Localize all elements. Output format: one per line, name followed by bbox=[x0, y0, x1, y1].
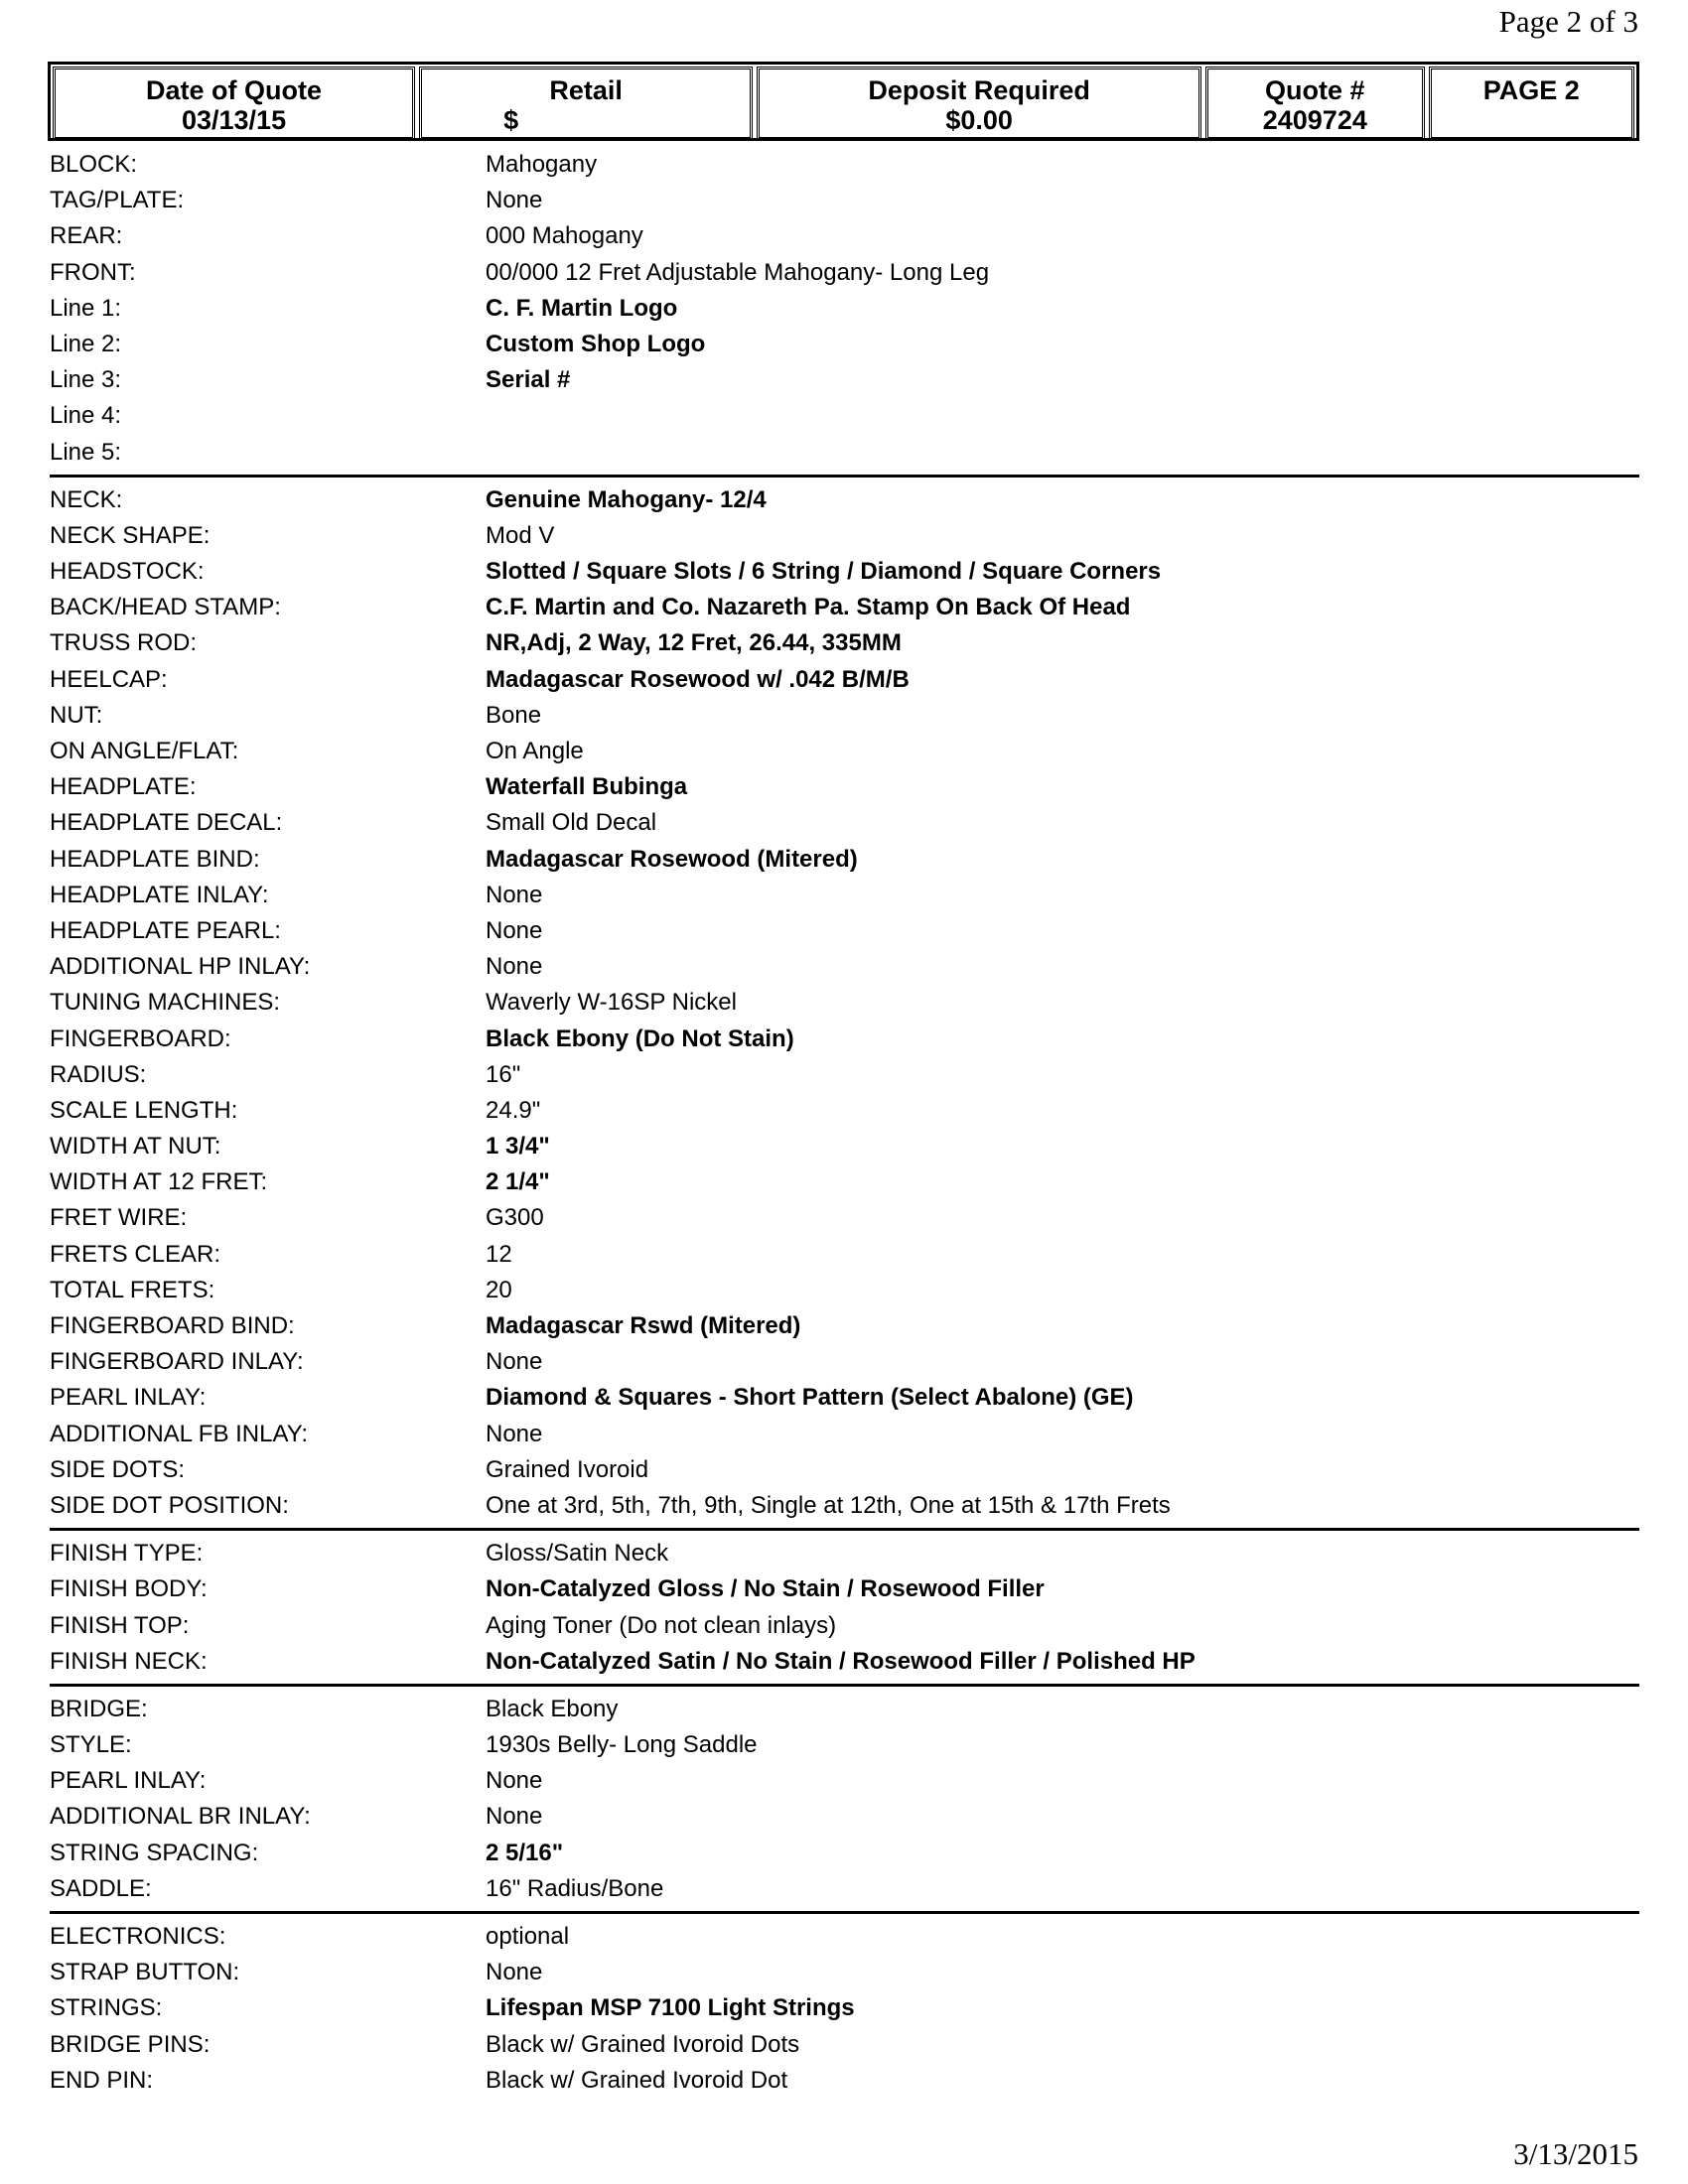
spec-row bbox=[50, 1571, 1639, 1607]
spec-value: Waverly W-16SP Nickel bbox=[486, 989, 737, 1017]
spec-label: HEADPLATE PEARL: bbox=[50, 916, 281, 944]
spec-label: STRAP BUTTON: bbox=[50, 1959, 240, 1986]
page-label-cell bbox=[1429, 67, 1634, 140]
footer-date: 3/13/2015 bbox=[1513, 2136, 1638, 2171]
spec-label: Line 2: bbox=[50, 330, 122, 357]
spec-label: SCALE LENGTH: bbox=[50, 1096, 238, 1124]
spec-value: None bbox=[486, 953, 543, 981]
spec-value: One at 3rd, 5th, 7th, 9th, Single at 12th, One at 15th & 17th Frets bbox=[486, 1491, 1171, 1519]
spec-label: Line 3: bbox=[50, 366, 122, 394]
spec-value: Slotted / Square Slots / 6 String / Diamond / Square Corners bbox=[486, 558, 1162, 586]
spec-row bbox=[50, 949, 1639, 985]
spec-label: HEADPLATE DECAL: bbox=[50, 809, 283, 837]
spec-label: SIDE DOT POSITION: bbox=[50, 1491, 289, 1519]
spec-row bbox=[50, 147, 1639, 183]
spec-row bbox=[50, 769, 1639, 805]
spec-label: Line 1: bbox=[50, 294, 122, 322]
spec-label: STRINGS: bbox=[50, 1994, 163, 2022]
spec-label: REAR: bbox=[50, 222, 123, 250]
spec-row bbox=[50, 1380, 1639, 1416]
spec-row bbox=[50, 1417, 1639, 1452]
spec-row bbox=[50, 1308, 1639, 1344]
spec-value: Mahogany bbox=[486, 151, 598, 178]
spec-row bbox=[50, 218, 1639, 254]
spec-label: BRIDGE: bbox=[50, 1695, 148, 1722]
spec-label: Line 5: bbox=[50, 438, 122, 466]
spec-label: BACK/HEAD STAMP: bbox=[50, 594, 281, 621]
date-of-quote-label: Date of Quote bbox=[146, 75, 323, 105]
spec-row bbox=[50, 1727, 1639, 1763]
spec-label: FINGERBOARD BIND: bbox=[50, 1312, 295, 1339]
spec-label: FRET WIRE: bbox=[50, 1204, 188, 1232]
spec-row bbox=[50, 985, 1639, 1021]
quote-number-label: Quote # bbox=[1265, 75, 1365, 105]
spec-row bbox=[50, 1692, 1639, 1727]
spec-row bbox=[50, 1237, 1639, 1273]
spec-label: PEARL INLAY: bbox=[50, 1384, 207, 1412]
spec-value: Lifespan MSP 7100 Light Strings bbox=[486, 1994, 855, 2022]
spec-label: TRUSS ROD: bbox=[50, 629, 198, 657]
spec-row bbox=[50, 1608, 1639, 1644]
spec-row bbox=[50, 1093, 1639, 1129]
spec-value: Madagascar Rosewood w/ .042 B/M/B bbox=[486, 665, 910, 693]
quote-header bbox=[48, 62, 1639, 141]
spec-value: On Angle bbox=[486, 738, 584, 764]
spec-row bbox=[50, 1919, 1639, 1955]
spec-row bbox=[50, 1200, 1639, 1236]
spec-value: optional bbox=[486, 1923, 570, 1950]
page-label: PAGE 2 bbox=[1482, 75, 1580, 105]
spec-row bbox=[50, 291, 1639, 327]
spec-label: TUNING MACHINES: bbox=[50, 989, 281, 1017]
spec-value: 000 Mahogany bbox=[486, 222, 643, 250]
spec-value: C. F. Martin Logo bbox=[486, 294, 678, 322]
spec-row bbox=[50, 1488, 1639, 1524]
spec-label: BLOCK: bbox=[50, 151, 138, 178]
spec-value: Bone bbox=[486, 701, 542, 729]
spec-row bbox=[50, 554, 1639, 590]
spec-value: 00/000 12 Fret Adjustable Mahogany- Long Leg bbox=[486, 258, 990, 286]
retail-cell bbox=[419, 67, 753, 140]
spec-value bbox=[486, 435, 1639, 471]
spec-label: NECK: bbox=[50, 485, 123, 513]
spec-row bbox=[50, 1344, 1639, 1380]
spec-label: HEADPLATE BIND: bbox=[50, 845, 260, 873]
spec-value: None bbox=[486, 916, 543, 944]
spec-row bbox=[50, 2063, 1639, 2099]
spec-value: Non-Catalyzed Satin / No Stain / Rosewood Filler / Polished HP bbox=[486, 1647, 1196, 1675]
spec-label: STRING SPACING: bbox=[50, 1839, 259, 1866]
deposit-label: Deposit Required bbox=[868, 75, 1090, 105]
spec-row bbox=[50, 805, 1639, 841]
spec-value: Mod V bbox=[486, 521, 555, 549]
spec-row bbox=[50, 625, 1639, 661]
spec-label: STYLE: bbox=[50, 1731, 132, 1759]
spec-value: 16" Radius/Bone bbox=[486, 1874, 664, 1902]
spec-value: Madagascar Rswd (Mitered) bbox=[486, 1312, 801, 1339]
spec-label: HEELCAP: bbox=[50, 665, 168, 693]
section-divider bbox=[50, 1911, 1639, 1914]
section-divider bbox=[50, 1528, 1639, 1531]
spec-value: Small Old Decal bbox=[486, 809, 657, 837]
spec-label: PEARL INLAY: bbox=[50, 1767, 207, 1795]
spec-value: Grained Ivoroid bbox=[486, 1455, 649, 1483]
spec-row bbox=[50, 435, 1639, 471]
spec-row bbox=[50, 842, 1639, 878]
spec-row bbox=[50, 1164, 1639, 1200]
spec-label: Line 4: bbox=[50, 402, 122, 430]
spec-row bbox=[50, 1836, 1639, 1871]
spec-value: None bbox=[486, 1959, 543, 1986]
spec-value: 16" bbox=[486, 1060, 521, 1088]
spec-value: Waterfall Bubinga bbox=[486, 773, 688, 801]
spec-label: NECK SHAPE: bbox=[50, 521, 211, 549]
spec-row bbox=[50, 590, 1639, 625]
spec-row bbox=[50, 2027, 1639, 2063]
spec-label: BRIDGE PINS: bbox=[50, 2030, 211, 2058]
spec-row bbox=[50, 518, 1639, 554]
spec-row bbox=[50, 1536, 1639, 1571]
spec-value: Madagascar Rosewood (Mitered) bbox=[486, 845, 858, 873]
spec-label: HEADPLATE INLAY: bbox=[50, 881, 269, 908]
spec-value: 2 5/16" bbox=[486, 1839, 564, 1866]
spec-value: Custom Shop Logo bbox=[486, 330, 706, 357]
spec-value: Black w/ Grained Ivoroid Dot bbox=[486, 2066, 788, 2094]
spec-value: None bbox=[486, 1767, 543, 1795]
deposit-cell bbox=[757, 67, 1201, 140]
spec-row bbox=[50, 1273, 1639, 1308]
spec-row bbox=[50, 1129, 1639, 1164]
spec-label: RADIUS: bbox=[50, 1060, 147, 1088]
spec-label: ADDITIONAL FB INLAY: bbox=[50, 1420, 309, 1447]
spec-row bbox=[50, 1871, 1639, 1907]
spec-value: None bbox=[486, 1348, 543, 1376]
spec-value: Gloss/Satin Neck bbox=[486, 1540, 669, 1568]
spec-row bbox=[50, 662, 1639, 698]
spec-row bbox=[50, 362, 1639, 398]
spec-value: Serial # bbox=[486, 366, 571, 394]
spec-label: HEADPLATE: bbox=[50, 773, 197, 801]
date-of-quote-value: 03/13/15 bbox=[181, 105, 287, 135]
spec-row bbox=[50, 1644, 1639, 1680]
spec-label: TOTAL FRETS: bbox=[50, 1276, 215, 1303]
spec-value: Aging Toner (Do not clean inlays) bbox=[486, 1611, 837, 1639]
spec-value: Black w/ Grained Ivoroid Dots bbox=[486, 2030, 800, 2058]
spec-row bbox=[50, 698, 1639, 734]
spec-value: G300 bbox=[486, 1204, 544, 1232]
spec-row bbox=[50, 1022, 1639, 1057]
spec-list bbox=[50, 147, 1639, 2099]
spec-label: FRONT: bbox=[50, 258, 136, 286]
spec-label: ADDITIONAL HP INLAY: bbox=[50, 953, 311, 981]
spec-value: 1 3/4" bbox=[486, 1133, 550, 1160]
spec-label: FINISH TOP: bbox=[50, 1611, 190, 1639]
spec-value: 20 bbox=[486, 1276, 512, 1303]
spec-value: Black Ebony (Do Not Stain) bbox=[486, 1024, 794, 1052]
spec-value: 2 1/4" bbox=[486, 1168, 550, 1196]
spec-value: Non-Catalyzed Gloss / No Stain / Rosewood Filler bbox=[486, 1575, 1045, 1603]
spec-row bbox=[50, 183, 1639, 218]
date-of-quote-cell bbox=[53, 67, 415, 140]
spec-value: None bbox=[486, 1803, 543, 1831]
spec-label: ELECTRONICS: bbox=[50, 1923, 226, 1950]
spec-label: TAG/PLATE: bbox=[50, 187, 185, 214]
spec-label: FINISH NECK: bbox=[50, 1647, 208, 1675]
spec-label: ON ANGLE/FLAT: bbox=[50, 738, 239, 764]
quote-number-value: 2409724 bbox=[1262, 105, 1367, 135]
spec-label: END PIN: bbox=[50, 2066, 154, 2094]
spec-value: None bbox=[486, 187, 543, 214]
spec-label: HEADSTOCK: bbox=[50, 558, 205, 586]
spec-label: FINISH TYPE: bbox=[50, 1540, 204, 1568]
spec-value: 24.9" bbox=[486, 1096, 541, 1124]
spec-label: FINGERBOARD: bbox=[50, 1024, 231, 1052]
spec-label: NUT: bbox=[50, 701, 103, 729]
spec-value: Diamond & Squares - Short Pattern (Select Abalone) (GE) bbox=[486, 1384, 1134, 1412]
spec-value: NR,Adj, 2 Way, 12 Fret, 26.44, 335MM bbox=[486, 629, 902, 657]
spec-value: 1930s Belly- Long Saddle bbox=[486, 1731, 758, 1759]
spec-row bbox=[50, 1955, 1639, 1990]
spec-label: FRETS CLEAR: bbox=[50, 1240, 221, 1268]
spec-value: None bbox=[486, 881, 543, 908]
spec-row bbox=[50, 1763, 1639, 1799]
spec-label: FINGERBOARD INLAY: bbox=[50, 1348, 304, 1376]
spec-label: FINISH BODY: bbox=[50, 1575, 208, 1603]
spec-row bbox=[50, 482, 1639, 518]
spec-row bbox=[50, 913, 1639, 949]
spec-row bbox=[50, 1799, 1639, 1835]
spec-row bbox=[50, 1057, 1639, 1093]
spec-value: None bbox=[486, 1420, 543, 1447]
deposit-value: $0.00 bbox=[945, 105, 1013, 135]
spec-row bbox=[50, 1452, 1639, 1488]
spec-label: WIDTH AT NUT: bbox=[50, 1133, 221, 1160]
spec-row bbox=[50, 734, 1639, 769]
spec-label: WIDTH AT 12 FRET: bbox=[50, 1168, 268, 1196]
spec-label: ADDITIONAL BR INLAY: bbox=[50, 1803, 311, 1831]
spec-value: 12 bbox=[486, 1240, 512, 1268]
spec-value: C.F. Martin and Co. Nazareth Pa. Stamp On Back Of Head bbox=[486, 594, 1131, 621]
retail-value: $ bbox=[503, 105, 519, 135]
spec-label: SADDLE: bbox=[50, 1874, 152, 1902]
spec-row bbox=[50, 327, 1639, 362]
spec-value bbox=[486, 398, 1639, 434]
section-divider bbox=[50, 1684, 1639, 1687]
section-divider bbox=[50, 475, 1639, 478]
spec-row bbox=[50, 398, 1639, 434]
retail-label: Retail bbox=[549, 75, 623, 105]
spec-row bbox=[50, 1990, 1639, 2026]
spec-value: Genuine Mahogany- 12/4 bbox=[486, 485, 767, 513]
page-number: Page 2 of 3 bbox=[1498, 4, 1638, 39]
spec-row bbox=[50, 255, 1639, 291]
spec-value: Black Ebony bbox=[486, 1695, 619, 1722]
quote-number-cell bbox=[1205, 67, 1424, 140]
spec-row bbox=[50, 878, 1639, 913]
spec-label: SIDE DOTS: bbox=[50, 1455, 186, 1483]
